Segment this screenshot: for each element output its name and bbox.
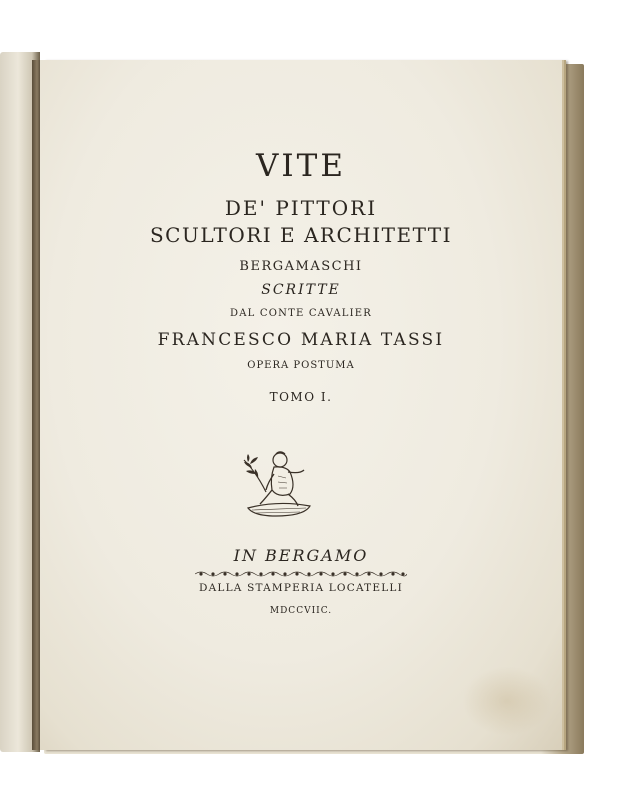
author-prefix: DAL CONTE CAVALIER: [230, 308, 372, 319]
title-scultori: SCULTORI E ARCHITETTI: [149, 223, 453, 247]
foxing-stain: [462, 666, 552, 736]
imprint-place: IN BERGAMO: [233, 546, 369, 565]
volume-number: TOMO I.: [269, 390, 333, 404]
imprint-date: MDCCVIIC.: [269, 606, 333, 616]
title-vite: VITE: [256, 148, 346, 184]
opera-postuma: OPERA POSTUMA: [247, 360, 355, 371]
cherub-vignette-icon: [238, 442, 318, 520]
imprint-printer: DALLA STAMPERIA LOCATELLI: [199, 582, 403, 594]
title-scritte: SCRITTE: [261, 282, 341, 298]
title-page: [40, 60, 562, 750]
title-bergamaschi: BERGAMASCHI: [239, 259, 363, 274]
author-name: FRANCESCO MARIA TASSI: [157, 330, 445, 350]
floral-rule-icon: [195, 570, 407, 578]
title-de-pittori: DE' PITTORI: [224, 196, 378, 220]
